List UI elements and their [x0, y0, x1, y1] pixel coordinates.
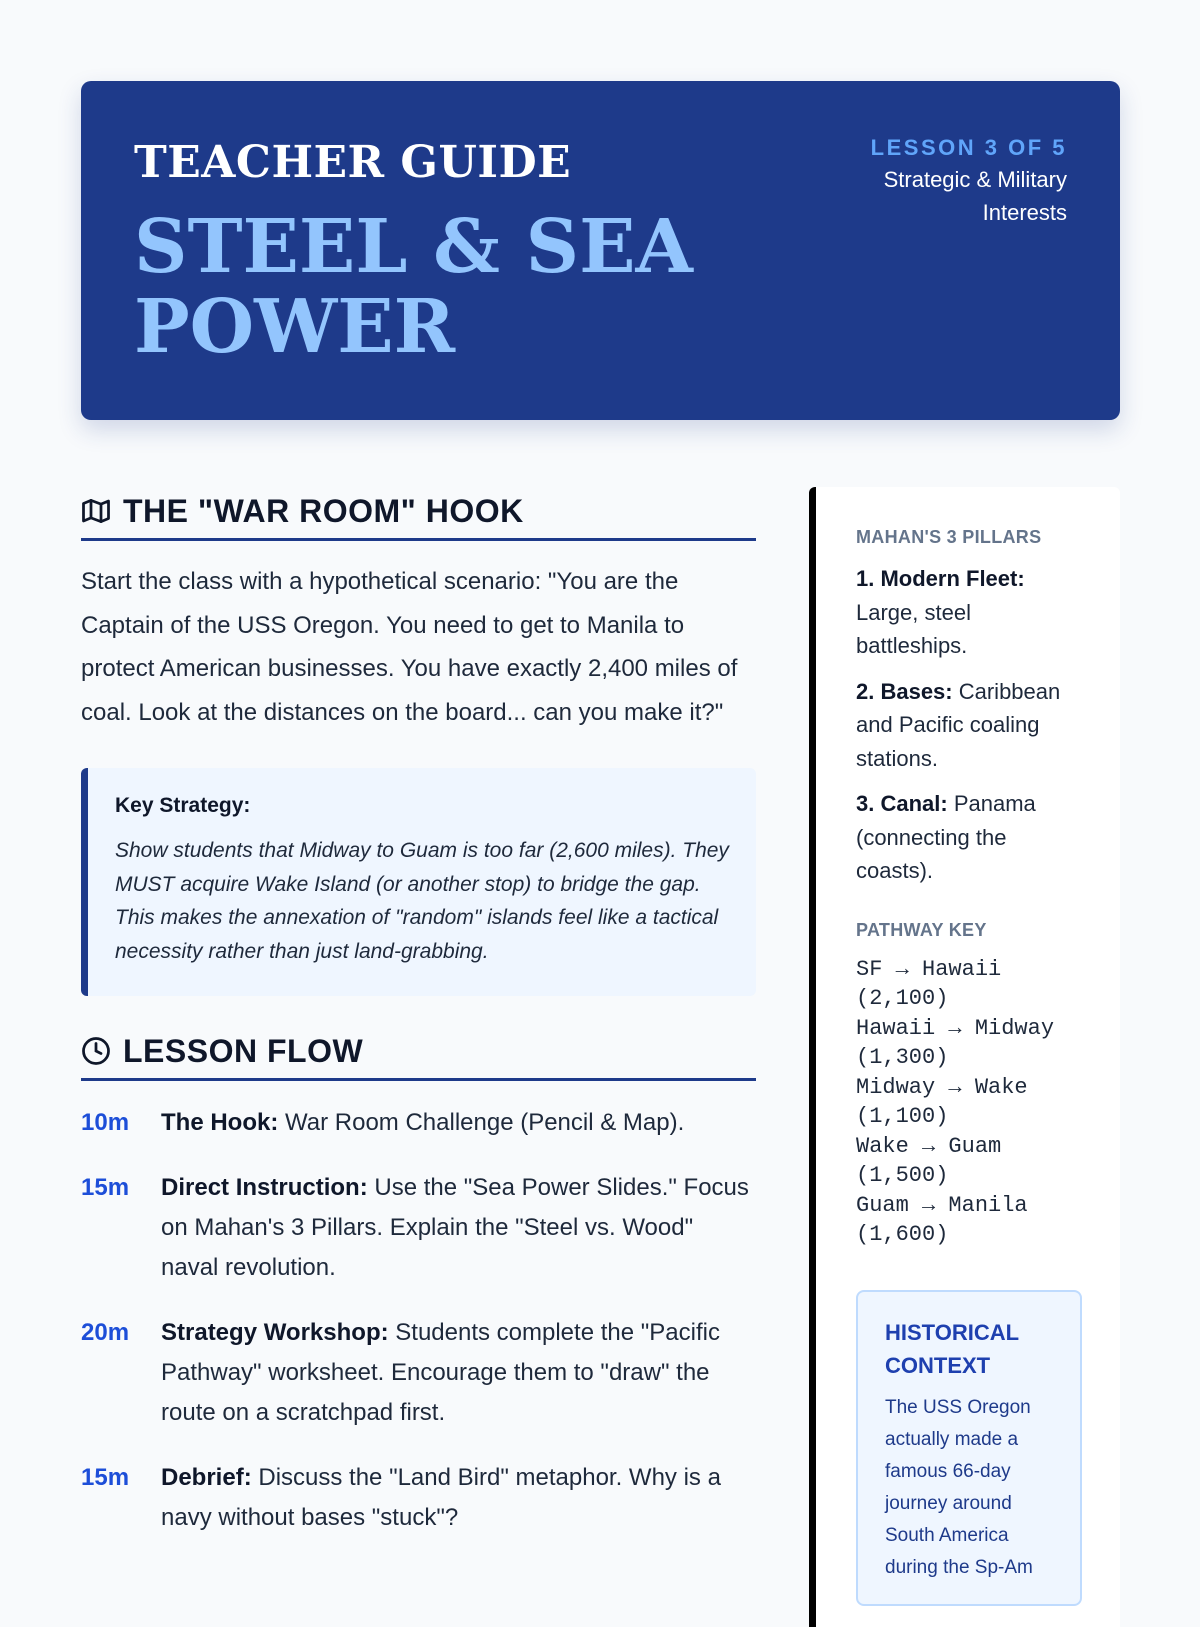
pillar-item	[856, 675, 1078, 776]
context-title: HISTORICAL CONTEXT	[885, 1319, 1019, 1378]
header-banner	[81, 81, 1120, 420]
flow-body	[161, 1458, 756, 1538]
pillar-title: 1. Modern Fleet:	[856, 566, 1025, 591]
hook-text: Start the class with a hypothetical scenario: "You are the Captain of the USS Oregon. You need to get to Manila to protect American businesses. You have exactly 2,400 miles of coal. Look at the distances on the board... can you make it?"	[81, 568, 738, 726]
flow-item	[81, 1168, 756, 1288]
flow-item	[81, 1313, 756, 1433]
flow-body	[161, 1103, 684, 1143]
lesson-info	[807, 133, 1067, 229]
pillar-text: Panama (connecting the coasts).	[856, 791, 1036, 883]
pathway-row: Hawaii → Midway (1,300)	[856, 1015, 1055, 1070]
hook-heading-text: THE "WAR ROOM" HOOK	[123, 492, 524, 529]
sidebar	[809, 487, 1120, 1627]
pathway-row: Wake → Guam (1,500)	[856, 1133, 1002, 1188]
key-strategy-callout	[81, 768, 756, 996]
lesson-number: LESSON 3 OF 5	[870, 135, 1067, 160]
flow-heading-text: LESSON FLOW	[123, 1032, 364, 1069]
flow-time: 10m	[81, 1109, 130, 1136]
pathway-list	[856, 955, 1078, 1250]
flow-text: Discuss the "Land Bird" metaphor. Why is a navy without bases "stuck"?	[161, 1464, 721, 1531]
pillar-item	[856, 787, 1078, 888]
flow-title: Strategy Workshop:	[161, 1319, 389, 1346]
map-icon	[81, 496, 111, 526]
pillar-text: Large, steel battleships.	[856, 599, 971, 658]
flow-item	[81, 1458, 756, 1538]
callout-text: Show students that Midway to Guam is too far (2,600 miles). They MUST acquire Wake Island (or another stop) to bridge the gap. This makes the annexation of "random" islands feel like a tactical necessity rather than just land-grabbing.	[115, 839, 729, 963]
lesson-name: Strategic & Military Interests	[883, 167, 1067, 225]
pillar-title: 3. Canal:	[856, 791, 948, 816]
pillar-title: 2. Bases:	[856, 678, 953, 704]
pillars-label: MAHAN'S 3 PILLARS	[856, 527, 1042, 547]
main-column	[81, 490, 756, 1563]
pillar-item	[856, 562, 1078, 663]
clock-icon	[81, 1036, 111, 1066]
pathway-row: SF → Hawaii (2,100)	[856, 956, 1002, 1011]
flow-time: 15m	[81, 1464, 130, 1491]
hook-heading	[81, 490, 756, 541]
flow-heading	[81, 1030, 756, 1081]
flow-text: Use the "Sea Power Slides." Focus on Mahan's 3 Pillars. Explain the "Steel vs. Wood" naval revolution.	[161, 1174, 749, 1281]
flow-list	[81, 1103, 756, 1538]
flow-item	[81, 1103, 756, 1143]
pathway-label: PATHWAY KEY	[856, 919, 987, 940]
flow-title: Direct Instruction:	[161, 1174, 368, 1201]
flow-body	[161, 1168, 756, 1288]
flow-time: 15m	[81, 1174, 130, 1201]
context-text: The USS Oregon actually made a famous 66-day journey around South America during the Sp-Am	[885, 1396, 1033, 1578]
callout-title: Key Strategy:	[115, 794, 251, 817]
pathway-row: Guam → Manila (1,600)	[856, 1192, 1028, 1247]
flow-title: The Hook:	[161, 1109, 279, 1136]
flow-body	[161, 1313, 756, 1433]
flow-text: Students complete the "Pacific Pathway" worksheet. Encourage them to "draw" the route on a scratchpad first.	[161, 1319, 720, 1426]
pathway-row: Midway → Wake (1,100)	[856, 1074, 1028, 1129]
flow-text: War Room Challenge (Pencil & Map).	[278, 1109, 685, 1136]
guide-subtitle: TEACHER GUIDE	[134, 137, 572, 188]
lesson-flow-section	[81, 1030, 756, 1538]
historical-context-box	[856, 1290, 1082, 1606]
flow-time: 20m	[81, 1319, 130, 1346]
flow-title: Debrief:	[161, 1464, 252, 1491]
page-title: STEEL & SEA POWER	[134, 204, 693, 370]
pillar-text: Caribbean and Pacific coaling stations.	[856, 678, 1061, 771]
